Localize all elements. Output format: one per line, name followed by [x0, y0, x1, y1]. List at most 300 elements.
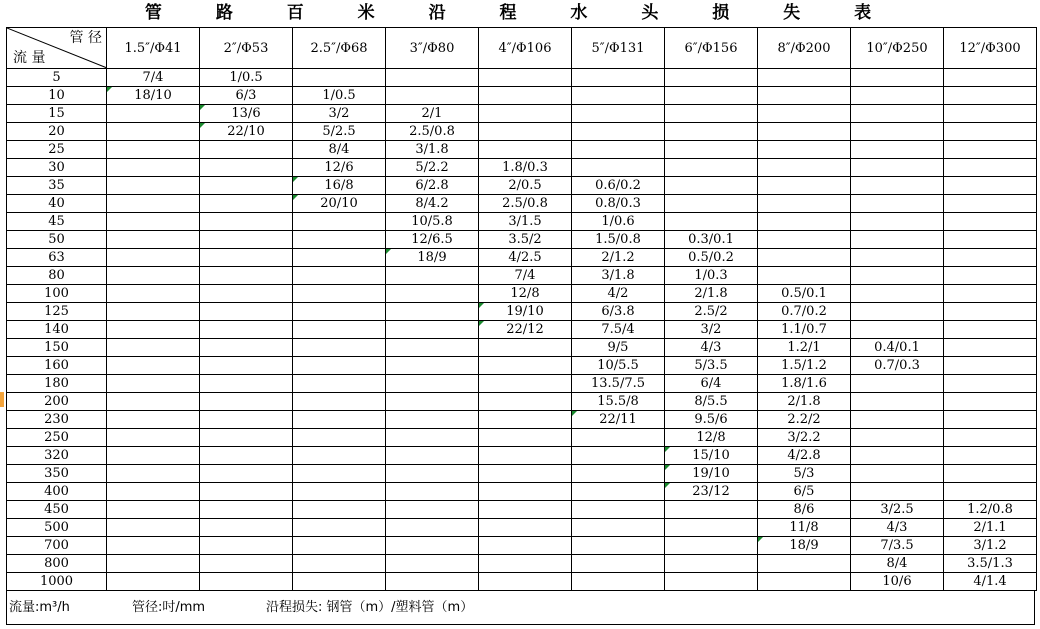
loss-cell[interactable]	[665, 177, 758, 195]
loss-cell[interactable]	[758, 213, 851, 231]
column-header[interactable]: 10″/Φ250	[851, 28, 944, 69]
loss-cell[interactable]	[107, 339, 200, 357]
column-header[interactable]: 2″/Φ53	[200, 28, 293, 69]
column-header[interactable]: 3″/Φ80	[386, 28, 479, 69]
loss-cell[interactable]: 0.7/0.3	[851, 357, 944, 375]
loss-cell[interactable]	[107, 375, 200, 393]
loss-cell[interactable]: 18/9	[386, 249, 479, 267]
loss-cell[interactable]: 0.5/0.1	[758, 285, 851, 303]
flow-cell[interactable]: 180	[7, 375, 107, 393]
loss-cell[interactable]: 8/4	[851, 555, 944, 573]
loss-cell[interactable]	[107, 141, 200, 159]
loss-cell[interactable]: 12/6.5	[386, 231, 479, 249]
loss-cell[interactable]	[944, 267, 1037, 285]
loss-cell[interactable]	[386, 69, 479, 87]
loss-cell[interactable]	[200, 321, 293, 339]
loss-cell[interactable]	[944, 231, 1037, 249]
loss-cell[interactable]	[293, 483, 386, 501]
loss-cell[interactable]	[107, 177, 200, 195]
loss-cell[interactable]: 2/1.2	[572, 249, 665, 267]
loss-cell[interactable]	[944, 483, 1037, 501]
column-header[interactable]: 12″/Φ300	[944, 28, 1037, 69]
loss-cell[interactable]	[479, 393, 572, 411]
loss-cell[interactable]	[479, 483, 572, 501]
loss-cell[interactable]	[107, 249, 200, 267]
loss-cell[interactable]	[758, 105, 851, 123]
loss-cell[interactable]	[758, 87, 851, 105]
loss-cell[interactable]	[293, 375, 386, 393]
loss-cell[interactable]	[479, 447, 572, 465]
loss-cell[interactable]	[293, 411, 386, 429]
loss-cell[interactable]	[851, 285, 944, 303]
loss-cell[interactable]	[572, 447, 665, 465]
loss-cell[interactable]	[851, 105, 944, 123]
flow-cell[interactable]: 1000	[7, 573, 107, 591]
flow-cell[interactable]: 700	[7, 537, 107, 555]
loss-cell[interactable]	[107, 411, 200, 429]
loss-cell[interactable]: 18/10	[107, 87, 200, 105]
flow-cell[interactable]: 200	[7, 393, 107, 411]
loss-cell[interactable]: 11/8	[758, 519, 851, 537]
footer-notes[interactable]	[6, 590, 1035, 625]
flow-cell[interactable]: 80	[7, 267, 107, 285]
loss-cell[interactable]	[293, 429, 386, 447]
loss-cell[interactable]	[386, 555, 479, 573]
loss-cell[interactable]: 13/6	[200, 105, 293, 123]
loss-cell[interactable]	[107, 429, 200, 447]
loss-cell[interactable]	[851, 141, 944, 159]
loss-cell[interactable]	[944, 105, 1037, 123]
loss-cell[interactable]	[293, 555, 386, 573]
loss-cell[interactable]	[572, 501, 665, 519]
loss-cell[interactable]	[386, 321, 479, 339]
loss-cell[interactable]: 5/2.5	[293, 123, 386, 141]
loss-cell[interactable]	[944, 141, 1037, 159]
loss-cell[interactable]	[851, 483, 944, 501]
loss-cell[interactable]	[200, 375, 293, 393]
loss-cell[interactable]	[944, 375, 1037, 393]
loss-cell[interactable]	[386, 339, 479, 357]
loss-cell[interactable]: 2.5/0.8	[386, 123, 479, 141]
loss-cell[interactable]: 0.4/0.1	[851, 339, 944, 357]
loss-cell[interactable]	[200, 213, 293, 231]
loss-cell[interactable]	[944, 285, 1037, 303]
loss-cell[interactable]	[758, 69, 851, 87]
loss-cell[interactable]	[107, 321, 200, 339]
loss-cell[interactable]: 7/4	[107, 69, 200, 87]
loss-cell[interactable]	[200, 429, 293, 447]
loss-cell[interactable]: 3.5/2	[479, 231, 572, 249]
loss-cell[interactable]	[386, 393, 479, 411]
loss-cell[interactable]	[665, 159, 758, 177]
flow-cell[interactable]: 25	[7, 141, 107, 159]
loss-cell[interactable]	[665, 123, 758, 141]
loss-cell[interactable]	[200, 177, 293, 195]
loss-cell[interactable]	[200, 483, 293, 501]
loss-cell[interactable]: 4/3	[665, 339, 758, 357]
loss-cell[interactable]	[479, 357, 572, 375]
loss-cell[interactable]: 13.5/7.5	[572, 375, 665, 393]
loss-cell[interactable]: 22/12	[479, 321, 572, 339]
loss-cell[interactable]	[665, 519, 758, 537]
loss-cell[interactable]	[293, 465, 386, 483]
loss-cell[interactable]	[479, 429, 572, 447]
loss-cell[interactable]: 1/0.5	[200, 69, 293, 87]
loss-cell[interactable]: 1/0.3	[665, 267, 758, 285]
flow-cell[interactable]: 350	[7, 465, 107, 483]
loss-cell[interactable]	[944, 177, 1037, 195]
loss-cell[interactable]: 15/10	[665, 447, 758, 465]
loss-cell[interactable]	[479, 375, 572, 393]
corner-cell[interactable]	[7, 28, 107, 69]
loss-cell[interactable]	[944, 465, 1037, 483]
loss-cell[interactable]	[944, 213, 1037, 231]
column-header[interactable]: 2.5″/Φ68	[293, 28, 386, 69]
loss-cell[interactable]: 3/1.2	[944, 537, 1037, 555]
loss-cell[interactable]	[293, 321, 386, 339]
flow-cell[interactable]: 45	[7, 213, 107, 231]
loss-cell[interactable]	[851, 249, 944, 267]
column-header[interactable]: 6″/Φ156	[665, 28, 758, 69]
loss-cell[interactable]	[200, 519, 293, 537]
loss-cell[interactable]	[107, 267, 200, 285]
loss-cell[interactable]: 23/12	[665, 483, 758, 501]
loss-cell[interactable]	[944, 429, 1037, 447]
loss-cell[interactable]	[107, 213, 200, 231]
loss-cell[interactable]	[758, 249, 851, 267]
loss-cell[interactable]	[944, 447, 1037, 465]
loss-cell[interactable]	[107, 159, 200, 177]
loss-cell[interactable]	[293, 213, 386, 231]
loss-cell[interactable]	[851, 177, 944, 195]
loss-cell[interactable]	[851, 375, 944, 393]
loss-cell[interactable]	[107, 105, 200, 123]
flow-cell[interactable]: 500	[7, 519, 107, 537]
loss-cell[interactable]	[200, 267, 293, 285]
column-header[interactable]: 4″/Φ106	[479, 28, 572, 69]
loss-cell[interactable]	[572, 483, 665, 501]
loss-cell[interactable]	[479, 339, 572, 357]
loss-cell[interactable]: 15.5/8	[572, 393, 665, 411]
loss-cell[interactable]	[758, 159, 851, 177]
loss-cell[interactable]	[851, 159, 944, 177]
loss-cell[interactable]	[200, 555, 293, 573]
loss-cell[interactable]: 0.3/0.1	[665, 231, 758, 249]
loss-cell[interactable]	[851, 465, 944, 483]
loss-cell[interactable]	[572, 69, 665, 87]
flow-cell[interactable]: 125	[7, 303, 107, 321]
loss-cell[interactable]: 3/1.8	[572, 267, 665, 285]
loss-cell[interactable]: 2.2/2	[758, 411, 851, 429]
loss-cell[interactable]	[944, 159, 1037, 177]
loss-cell[interactable]	[944, 411, 1037, 429]
loss-cell[interactable]: 3/2.5	[851, 501, 944, 519]
loss-cell[interactable]: 22/10	[200, 123, 293, 141]
loss-cell[interactable]	[758, 555, 851, 573]
loss-cell[interactable]: 0.6/0.2	[572, 177, 665, 195]
loss-cell[interactable]	[386, 357, 479, 375]
loss-cell[interactable]	[200, 285, 293, 303]
flow-cell[interactable]: 10	[7, 87, 107, 105]
loss-cell[interactable]	[944, 339, 1037, 357]
loss-cell[interactable]	[851, 411, 944, 429]
loss-cell[interactable]	[851, 429, 944, 447]
loss-cell[interactable]	[944, 321, 1037, 339]
loss-cell[interactable]	[107, 303, 200, 321]
flow-cell[interactable]: 15	[7, 105, 107, 123]
loss-cell[interactable]	[200, 195, 293, 213]
loss-cell[interactable]: 18/9	[758, 537, 851, 555]
loss-cell[interactable]	[851, 69, 944, 87]
loss-cell[interactable]	[479, 555, 572, 573]
loss-cell[interactable]: 10/5.5	[572, 357, 665, 375]
loss-cell[interactable]: 8/4.2	[386, 195, 479, 213]
loss-cell[interactable]	[758, 177, 851, 195]
loss-cell[interactable]	[200, 447, 293, 465]
loss-cell[interactable]	[200, 303, 293, 321]
loss-cell[interactable]	[293, 285, 386, 303]
loss-cell[interactable]	[293, 249, 386, 267]
loss-cell[interactable]: 19/10	[665, 465, 758, 483]
loss-cell[interactable]	[386, 465, 479, 483]
loss-cell[interactable]: 1.5/0.8	[572, 231, 665, 249]
loss-cell[interactable]	[944, 69, 1037, 87]
loss-cell[interactable]: 1.1/0.7	[758, 321, 851, 339]
loss-cell[interactable]: 6/3.8	[572, 303, 665, 321]
loss-cell[interactable]	[386, 411, 479, 429]
loss-cell[interactable]	[200, 357, 293, 375]
loss-cell[interactable]: 6/3	[200, 87, 293, 105]
loss-cell[interactable]: 0.7/0.2	[758, 303, 851, 321]
loss-cell[interactable]: 3.5/1.3	[944, 555, 1037, 573]
loss-cell[interactable]	[665, 573, 758, 591]
loss-cell[interactable]	[107, 195, 200, 213]
loss-cell[interactable]	[107, 519, 200, 537]
loss-cell[interactable]	[293, 303, 386, 321]
flow-cell[interactable]: 800	[7, 555, 107, 573]
loss-cell[interactable]	[386, 285, 479, 303]
loss-cell[interactable]	[572, 141, 665, 159]
loss-cell[interactable]	[479, 69, 572, 87]
loss-cell[interactable]: 3/2	[665, 321, 758, 339]
loss-cell[interactable]	[665, 69, 758, 87]
flow-cell[interactable]: 400	[7, 483, 107, 501]
loss-cell[interactable]	[107, 123, 200, 141]
loss-cell[interactable]	[572, 555, 665, 573]
loss-cell[interactable]: 3/1.8	[386, 141, 479, 159]
loss-cell[interactable]: 8/4	[293, 141, 386, 159]
loss-cell[interactable]	[200, 465, 293, 483]
loss-cell[interactable]	[386, 483, 479, 501]
loss-cell[interactable]: 12/8	[665, 429, 758, 447]
loss-cell[interactable]	[293, 339, 386, 357]
loss-cell[interactable]	[293, 69, 386, 87]
flow-cell[interactable]: 230	[7, 411, 107, 429]
loss-cell[interactable]	[386, 267, 479, 285]
loss-cell[interactable]	[107, 501, 200, 519]
loss-cell[interactable]: 8/6	[758, 501, 851, 519]
loss-cell[interactable]	[107, 573, 200, 591]
loss-cell[interactable]	[386, 501, 479, 519]
loss-cell[interactable]: 1.2/1	[758, 339, 851, 357]
loss-cell[interactable]	[944, 393, 1037, 411]
loss-cell[interactable]	[479, 501, 572, 519]
loss-cell[interactable]	[851, 321, 944, 339]
loss-cell[interactable]: 3/1.5	[479, 213, 572, 231]
loss-cell[interactable]: 1/0.6	[572, 213, 665, 231]
loss-cell[interactable]: 6/2.8	[386, 177, 479, 195]
loss-cell[interactable]: 12/6	[293, 159, 386, 177]
loss-cell[interactable]: 12/8	[479, 285, 572, 303]
flow-cell[interactable]: 35	[7, 177, 107, 195]
loss-cell[interactable]	[200, 573, 293, 591]
loss-cell[interactable]	[293, 357, 386, 375]
loss-cell[interactable]	[572, 429, 665, 447]
loss-cell[interactable]: 3/2	[293, 105, 386, 123]
loss-cell[interactable]: 2/1.8	[758, 393, 851, 411]
loss-cell[interactable]	[572, 87, 665, 105]
loss-cell[interactable]: 1.8/0.3	[479, 159, 572, 177]
loss-cell[interactable]	[200, 141, 293, 159]
loss-cell[interactable]	[851, 231, 944, 249]
flow-cell[interactable]: 30	[7, 159, 107, 177]
loss-cell[interactable]	[572, 123, 665, 141]
loss-cell[interactable]	[944, 303, 1037, 321]
loss-cell[interactable]	[665, 87, 758, 105]
flow-cell[interactable]: 50	[7, 231, 107, 249]
loss-cell[interactable]	[200, 249, 293, 267]
loss-cell[interactable]: 2.5/0.8	[479, 195, 572, 213]
loss-cell[interactable]: 4/3	[851, 519, 944, 537]
loss-cell[interactable]	[293, 231, 386, 249]
loss-cell[interactable]: 16/8	[293, 177, 386, 195]
loss-cell[interactable]	[944, 87, 1037, 105]
loss-cell[interactable]	[944, 357, 1037, 375]
loss-cell[interactable]	[851, 123, 944, 141]
loss-cell[interactable]	[665, 105, 758, 123]
loss-cell[interactable]: 9.5/6	[665, 411, 758, 429]
loss-cell[interactable]	[851, 447, 944, 465]
loss-cell[interactable]	[665, 555, 758, 573]
loss-cell[interactable]	[944, 195, 1037, 213]
loss-cell[interactable]	[386, 519, 479, 537]
loss-cell[interactable]: 6/5	[758, 483, 851, 501]
loss-cell[interactable]	[107, 537, 200, 555]
loss-cell[interactable]: 2.5/2	[665, 303, 758, 321]
loss-cell[interactable]	[479, 573, 572, 591]
loss-cell[interactable]	[107, 357, 200, 375]
loss-cell[interactable]	[665, 213, 758, 231]
loss-cell[interactable]: 2/1.1	[944, 519, 1037, 537]
loss-cell[interactable]: 1/0.5	[293, 87, 386, 105]
loss-cell[interactable]	[479, 123, 572, 141]
loss-cell[interactable]: 3/2.2	[758, 429, 851, 447]
loss-cell[interactable]: 10/6	[851, 573, 944, 591]
loss-cell[interactable]	[758, 195, 851, 213]
loss-cell[interactable]	[851, 213, 944, 231]
loss-cell[interactable]	[851, 195, 944, 213]
loss-cell[interactable]	[200, 501, 293, 519]
loss-cell[interactable]: 1.8/1.6	[758, 375, 851, 393]
flow-cell[interactable]: 450	[7, 501, 107, 519]
loss-cell[interactable]: 5/3	[758, 465, 851, 483]
loss-cell[interactable]	[479, 465, 572, 483]
loss-cell[interactable]	[479, 141, 572, 159]
loss-cell[interactable]	[665, 537, 758, 555]
loss-cell[interactable]	[293, 267, 386, 285]
loss-cell[interactable]: 19/10	[479, 303, 572, 321]
loss-cell[interactable]: 5/3.5	[665, 357, 758, 375]
loss-cell[interactable]	[479, 537, 572, 555]
loss-cell[interactable]: 1.5/1.2	[758, 357, 851, 375]
loss-cell[interactable]	[386, 447, 479, 465]
loss-cell[interactable]	[200, 411, 293, 429]
loss-cell[interactable]: 6/4	[665, 375, 758, 393]
flow-cell[interactable]: 5	[7, 69, 107, 87]
loss-cell[interactable]: 22/11	[572, 411, 665, 429]
loss-cell[interactable]	[851, 267, 944, 285]
loss-cell[interactable]: 4/2	[572, 285, 665, 303]
loss-cell[interactable]: 2/0.5	[479, 177, 572, 195]
loss-cell[interactable]: 0.8/0.3	[572, 195, 665, 213]
loss-cell[interactable]	[200, 159, 293, 177]
flow-cell[interactable]: 150	[7, 339, 107, 357]
flow-cell[interactable]: 320	[7, 447, 107, 465]
flow-cell[interactable]: 20	[7, 123, 107, 141]
loss-cell[interactable]	[386, 375, 479, 393]
flow-cell[interactable]: 40	[7, 195, 107, 213]
loss-cell[interactable]	[386, 429, 479, 447]
flow-cell[interactable]: 140	[7, 321, 107, 339]
loss-cell[interactable]	[293, 501, 386, 519]
loss-cell[interactable]	[944, 123, 1037, 141]
loss-cell[interactable]	[386, 303, 479, 321]
loss-cell[interactable]	[107, 465, 200, 483]
loss-cell[interactable]	[479, 105, 572, 123]
loss-cell[interactable]	[293, 537, 386, 555]
loss-cell[interactable]	[572, 519, 665, 537]
loss-cell[interactable]	[200, 537, 293, 555]
column-header[interactable]: 8″/Φ200	[758, 28, 851, 69]
loss-cell[interactable]	[665, 501, 758, 519]
loss-cell[interactable]	[758, 573, 851, 591]
loss-cell[interactable]: 0.5/0.2	[665, 249, 758, 267]
loss-cell[interactable]	[107, 285, 200, 303]
loss-cell[interactable]	[386, 87, 479, 105]
loss-cell[interactable]: 8/5.5	[665, 393, 758, 411]
flow-cell[interactable]: 63	[7, 249, 107, 267]
loss-cell[interactable]	[851, 393, 944, 411]
loss-cell[interactable]	[944, 249, 1037, 267]
loss-cell[interactable]	[758, 141, 851, 159]
column-header[interactable]: 5″/Φ131	[572, 28, 665, 69]
loss-cell[interactable]: 7/3.5	[851, 537, 944, 555]
loss-cell[interactable]: 9/5	[572, 339, 665, 357]
loss-cell[interactable]	[107, 555, 200, 573]
loss-cell[interactable]: 4/1.4	[944, 573, 1037, 591]
loss-cell[interactable]: 2/1.8	[665, 285, 758, 303]
loss-cell[interactable]: 5/2.2	[386, 159, 479, 177]
loss-cell[interactable]: 10/5.8	[386, 213, 479, 231]
loss-cell[interactable]: 2/1	[386, 105, 479, 123]
loss-cell[interactable]	[572, 105, 665, 123]
column-header[interactable]: 1.5″/Φ41	[107, 28, 200, 69]
loss-cell[interactable]	[479, 519, 572, 537]
loss-cell[interactable]	[572, 537, 665, 555]
loss-cell[interactable]: 4/2.5	[479, 249, 572, 267]
loss-cell[interactable]	[200, 393, 293, 411]
flow-cell[interactable]: 160	[7, 357, 107, 375]
